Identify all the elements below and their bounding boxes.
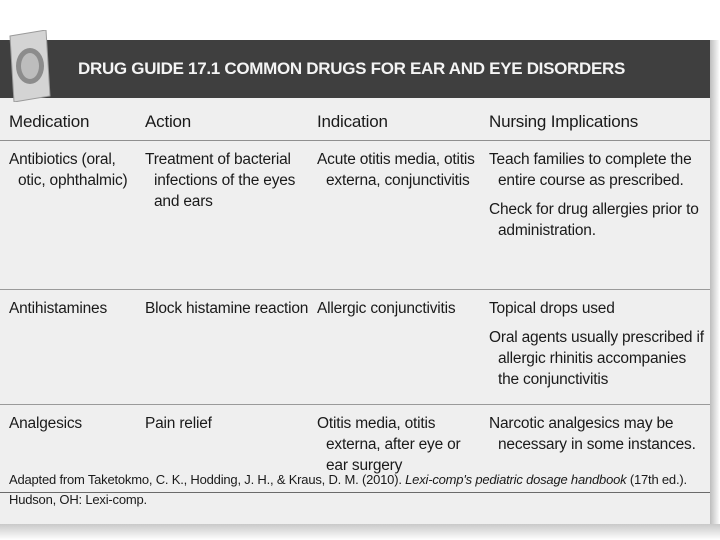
medication-cell: Antihistamines [9, 300, 107, 317]
medication-cell: Antibiotics (oral, otic, ophthalmic) [9, 151, 128, 189]
page-shadow-right [710, 40, 720, 524]
action-cell: Block histamine reaction [145, 300, 309, 317]
implications-cell: Topical drops used Oral agents usually prescribed if allergic rhinitis accompanies the conjunctivitis [489, 300, 704, 388]
table-header-row [0, 102, 710, 141]
action-cell: Treatment of bacterial infections of the eyes and ears [145, 151, 296, 210]
guide-title: DRUG GUIDE 17.1 COMMON DRUGS FOR EAR AND EYE DISORDERS [78, 59, 626, 78]
drug-guide-badge-icon [6, 30, 52, 102]
source-footnote: Adapted from Taketokmo, C. K., Hodding, J. H., & Kraus, D. M. (2010). Lexi-comp's pediatric dosage handbook (17th ed.). Hudson, OH: Lexi-comp. [9, 472, 687, 507]
action-cell: Pain relief [145, 415, 212, 432]
indication-cell: Allergic conjunctivitis [317, 300, 456, 317]
indication-cell: Otitis media, otitis externa, after eye or ear surgery [317, 415, 461, 474]
header-medication: Medication [9, 112, 90, 131]
implications-cell: Teach families to complete the entire course as prescribed. Check for drug allergies prior to administration. [489, 151, 699, 239]
indication-cell: Acute otitis media, otitis externa, conjunctivitis [317, 151, 475, 189]
table-row [0, 141, 710, 290]
book-title: Lexi-comp's pediatric dosage handbook [405, 472, 627, 487]
drug-guide-page [0, 40, 710, 524]
implications-cell: Narcotic analgesics may be necessary in some instances. [489, 415, 696, 453]
header-indication: Indication [317, 112, 388, 131]
medication-cell: Analgesics [9, 415, 82, 432]
table-row [0, 290, 710, 405]
header-nursing-implications: Nursing Implications [489, 112, 639, 131]
page-shadow-bottom [0, 524, 720, 540]
title-banner [0, 40, 710, 98]
header-action: Action [145, 112, 192, 131]
